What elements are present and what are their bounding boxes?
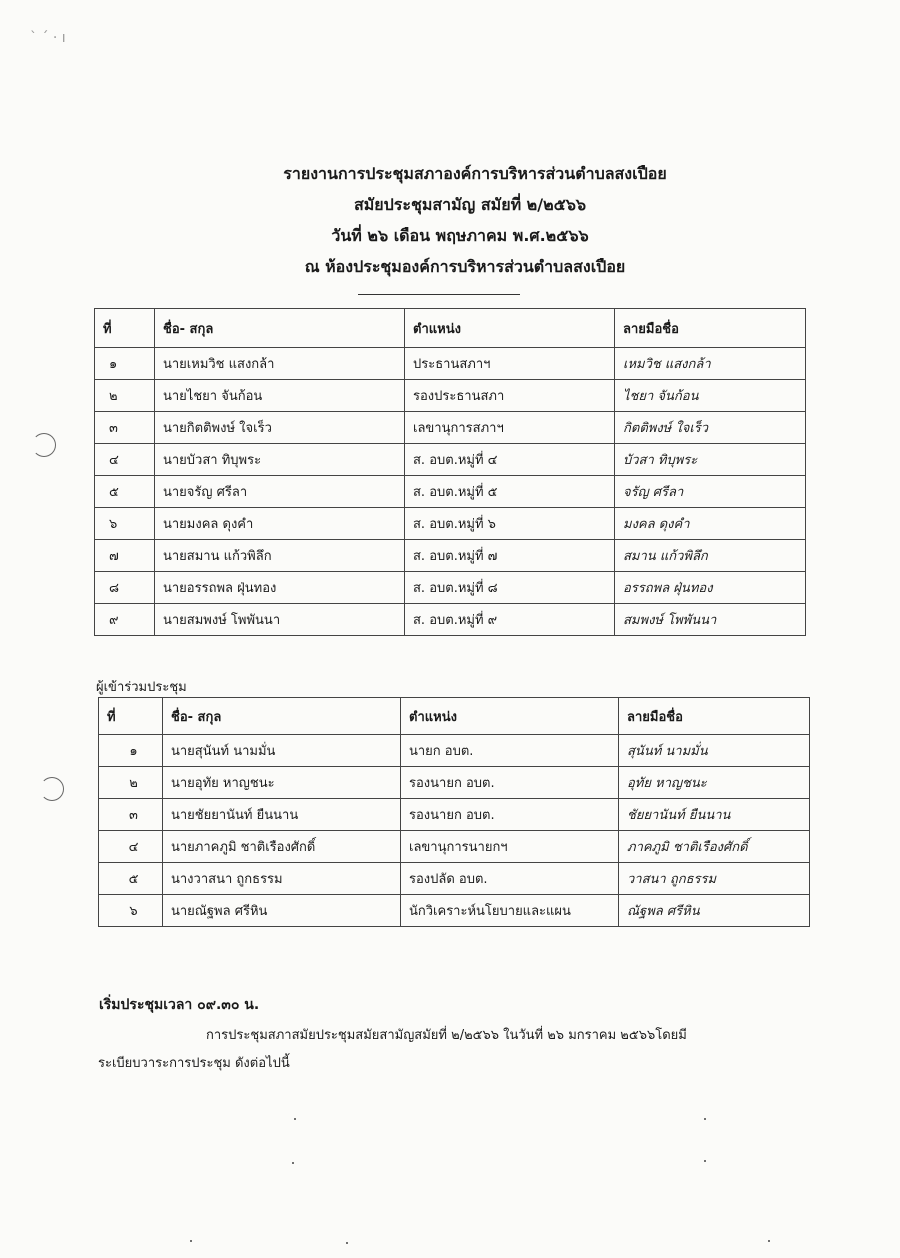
- header-cell-name: ชื่อ- สกุล: [155, 309, 405, 348]
- cell-signature: วาสนา ถูกธรรม: [619, 863, 810, 895]
- cell-no: ๔: [95, 444, 155, 476]
- cell-no: ๑: [95, 348, 155, 380]
- cell-no: ๘: [95, 572, 155, 604]
- cell-no: ๔: [99, 831, 163, 863]
- header-session: สมัยประชุมสามัญ สมัยที่ ๒/๒๕๖๖: [353, 195, 587, 214]
- cell-name: นายสุนันท์ นามมั่น: [163, 735, 401, 767]
- table-header-row: [95, 309, 806, 348]
- table-row: [99, 895, 810, 927]
- cell-no: ๒: [99, 767, 163, 799]
- cell-signature: สมาน แก้วพิลึก: [615, 540, 806, 572]
- cell-name: นายกิตติพงษ์ ใจเร็ว: [155, 412, 405, 444]
- cell-no: ๑: [99, 735, 163, 767]
- cell-name: นายจรัญ ศรีลา: [155, 476, 405, 508]
- cell-position: ส. อบต.หมู่ที่ ๘: [405, 572, 615, 604]
- cell-name: นายเหมวิช แสงกล้า: [155, 348, 405, 380]
- cell-position: รองนายก อบต.: [401, 799, 619, 831]
- table-row: [95, 604, 806, 636]
- cell-signature: บัวสา ทิบุพระ: [615, 444, 806, 476]
- cell-position: เลขานุการสภาฯ: [405, 412, 615, 444]
- cell-no: ๕: [95, 476, 155, 508]
- cell-name: นางวาสนา ถูกธรรม: [163, 863, 401, 895]
- cell-signature: อุทัย หาญชนะ: [619, 767, 810, 799]
- cell-name: นายอรรถพล ฝุ่นทอง: [155, 572, 405, 604]
- table-row: [99, 863, 810, 895]
- cell-position: รองปลัด อบต.: [401, 863, 619, 895]
- scan-speck: [704, 1160, 706, 1162]
- cell-name: นายภาคภูมิ ชาติเรืองศักดิ์: [163, 831, 401, 863]
- punch-hole-mark: [32, 433, 56, 457]
- table-row: [99, 735, 810, 767]
- header-title: รายงานการประชุมสภาองค์การบริหารส่วนตำบลสงเปือย: [283, 164, 667, 183]
- body-paragraph-line1: การประชุมสภาสมัยประชุมสมัยสามัญสมัยที่ ๒/๒๕๖๖ ในวันที่ ๒๖ มกราคม ๒๕๖๖โดยมี: [206, 1028, 687, 1043]
- table-header-row: [99, 698, 810, 735]
- scan-speck: [292, 1162, 294, 1164]
- cell-no: ๖: [99, 895, 163, 927]
- header-venue: ณ ห้องประชุมองค์การบริหารส่วนตำบลสงเปือย: [304, 257, 626, 276]
- guests-table: [98, 697, 810, 927]
- cell-no: ๒: [95, 380, 155, 412]
- cell-signature: สมพงษ์ โพพันนา: [615, 604, 806, 636]
- cell-position: เลขานุการนายกฯ: [401, 831, 619, 863]
- table-row: [95, 508, 806, 540]
- cell-signature: ชัยยานันท์ ยืนนาน: [619, 799, 810, 831]
- scan-speck: [294, 1118, 296, 1120]
- cell-signature: เหมวิช แสงกล้า: [615, 348, 806, 380]
- table-row: [99, 767, 810, 799]
- header-cell-no: ที่: [95, 309, 155, 348]
- cell-no: ๕: [99, 863, 163, 895]
- cell-no: ๗: [95, 540, 155, 572]
- cell-position: ส. อบต.หมู่ที่ ๔: [405, 444, 615, 476]
- cell-signature: กิตติพงษ์ ใจเร็ว: [615, 412, 806, 444]
- punch-hole-mark: [40, 777, 64, 801]
- table-row: [95, 380, 806, 412]
- cell-position: ส. อบต.หมู่ที่ ๙: [405, 604, 615, 636]
- cell-position: นักวิเคราะห์นโยบายและแผน: [401, 895, 619, 927]
- table-row: [95, 572, 806, 604]
- members-table: [94, 308, 806, 636]
- table-row: [99, 799, 810, 831]
- header-cell-name: ชื่อ- สกุล: [163, 698, 401, 735]
- header-cell-no: ที่: [99, 698, 163, 735]
- cell-name: นายไชยา จันก้อน: [155, 380, 405, 412]
- table-row: [95, 348, 806, 380]
- cell-signature: ภาคภูมิ ชาติเรืองศักดิ์: [619, 831, 810, 863]
- table-row: [99, 831, 810, 863]
- cell-signature: มงคล ดุงคำ: [615, 508, 806, 540]
- table-row: [95, 412, 806, 444]
- cell-position: รองประธานสภา: [405, 380, 615, 412]
- scan-speck: [190, 1240, 192, 1242]
- document-header: [0, 158, 900, 282]
- table-row: [95, 540, 806, 572]
- header-cell-position: ตำแหน่ง: [405, 309, 615, 348]
- cell-position: รองนายก อบต.: [401, 767, 619, 799]
- scan-speck: [704, 1118, 706, 1120]
- cell-position: ส. อบต.หมู่ที่ ๗: [405, 540, 615, 572]
- cell-name: นายอุทัย หาญชนะ: [163, 767, 401, 799]
- cell-name: นายบัวสา ทิบุพระ: [155, 444, 405, 476]
- cell-position: นายก อบต.: [401, 735, 619, 767]
- cell-no: ๓: [95, 412, 155, 444]
- cell-name: นายมงคล ดุงคำ: [155, 508, 405, 540]
- scan-artifact: ˋ ˊ · ı: [30, 30, 66, 46]
- cell-name: นายชัยยานันท์ ยืนนาน: [163, 799, 401, 831]
- scan-speck: [346, 1242, 348, 1244]
- cell-name: นายสมพงษ์ โพพันนา: [155, 604, 405, 636]
- cell-signature: ไชยา จันก้อน: [615, 380, 806, 412]
- cell-position: ส. อบต.หมู่ที่ ๖: [405, 508, 615, 540]
- header-cell-position: ตำแหน่ง: [401, 698, 619, 735]
- cell-signature: จรัญ ศรีลา: [615, 476, 806, 508]
- header-cell-signature: ลายมือชื่อ: [615, 309, 806, 348]
- cell-position: ประธานสภาฯ: [405, 348, 615, 380]
- cell-no: ๖: [95, 508, 155, 540]
- scan-speck: [768, 1240, 770, 1242]
- start-time-heading: เริ่มประชุมเวลา ๐๙.๓๐ น.: [99, 997, 260, 1013]
- header-date: วันที่ ๒๖ เดือน พฤษภาคม พ.ศ.๒๕๖๖: [331, 226, 589, 245]
- guests-label: ผู้เข้าร่วมประชุม: [96, 680, 187, 695]
- table-row: [95, 476, 806, 508]
- header-cell-signature: ลายมือชื่อ: [619, 698, 810, 735]
- body-paragraph-line2: ระเบียบวาระการประชุม ดังต่อไปนี้: [98, 1056, 290, 1071]
- cell-name: นายณัฐพล ศรีหิน: [163, 895, 401, 927]
- cell-name: นายสมาน แก้วพิลึก: [155, 540, 405, 572]
- cell-signature: สุนันท์ นามมั่น: [619, 735, 810, 767]
- header-underline: [358, 294, 520, 295]
- cell-no: ๙: [95, 604, 155, 636]
- table-row: [95, 444, 806, 476]
- cell-position: ส. อบต.หมู่ที่ ๕: [405, 476, 615, 508]
- cell-no: ๓: [99, 799, 163, 831]
- cell-signature: อรรถพล ฝุ่นทอง: [615, 572, 806, 604]
- cell-signature: ณัฐพล ศรีหิน: [619, 895, 810, 927]
